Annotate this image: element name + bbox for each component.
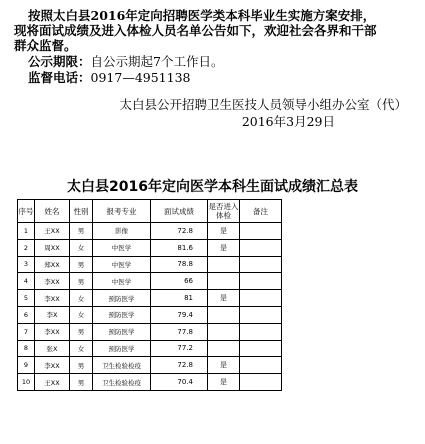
period-label: 公示期限： — [28, 54, 91, 69]
cell-name: 李XX — [35, 273, 70, 290]
cell-exam — [208, 306, 240, 323]
cell-note — [240, 273, 282, 290]
cell-major: 预防医学 — [93, 306, 151, 323]
cell-score: 72.8 — [151, 223, 208, 240]
cell-score: 66 — [151, 273, 208, 290]
cell-score: 70.4 — [151, 374, 208, 391]
cell-no: 3 — [18, 256, 35, 273]
cell-note — [240, 256, 282, 273]
cell-name: 李XX — [35, 357, 70, 374]
col-header-exam: 是否进入体检 — [208, 200, 240, 223]
cell-gender: 女 — [70, 239, 93, 256]
table-row — [18, 357, 282, 374]
cell-score: 77.2 — [151, 340, 208, 357]
cell-no: 2 — [18, 239, 35, 256]
col-header-no: 序号 — [18, 200, 35, 223]
cell-note — [240, 357, 282, 374]
cell-note — [240, 306, 282, 323]
phone-label: 监督电话： — [28, 70, 91, 85]
table-row — [18, 323, 282, 340]
cell-note — [240, 340, 282, 357]
table-row — [18, 340, 282, 357]
cell-major: 中医学 — [93, 256, 151, 273]
cell-major: 卫生检验检疫 — [93, 374, 151, 391]
table-row — [18, 306, 282, 323]
period-value: 自公示期起7个工作日。 — [90, 54, 224, 69]
score-table — [17, 199, 282, 391]
cell-exam — [208, 323, 240, 340]
cell-major: 预防医学 — [93, 290, 151, 307]
cell-note — [240, 374, 282, 391]
cell-gender: 男 — [70, 323, 93, 340]
cell-exam — [208, 340, 240, 357]
cell-exam: 是 — [208, 223, 240, 240]
cell-name: 李XX — [35, 323, 70, 340]
cell-gender: 男 — [70, 357, 93, 374]
cell-exam: 是 — [208, 239, 240, 256]
col-header-major: 报考专业 — [93, 200, 151, 223]
cell-gender: 男 — [70, 223, 93, 240]
cell-score: 72.8 — [151, 357, 208, 374]
col-header-name: 姓名 — [35, 200, 70, 223]
col-header-gender: 性别 — [70, 200, 93, 223]
cell-name: 王XX — [35, 223, 70, 240]
table-row — [18, 223, 282, 240]
cell-exam — [208, 256, 240, 273]
cell-note — [240, 290, 282, 307]
table-row — [18, 256, 282, 273]
table-row — [18, 273, 282, 290]
cell-exam: 是 — [208, 290, 240, 307]
cell-name: 张X — [35, 340, 70, 357]
notice-line-3: 群众监督。 — [14, 38, 77, 53]
cell-no: 8 — [18, 340, 35, 357]
cell-note — [240, 223, 282, 240]
supervision-phone — [28, 68, 191, 86]
col-header-score: 面试成绩 — [151, 200, 208, 223]
cell-no: 7 — [18, 323, 35, 340]
cell-name: 周XX — [35, 239, 70, 256]
cell-major: 预防医学 — [93, 340, 151, 357]
table-row — [18, 290, 282, 307]
cell-gender: 男 — [70, 273, 93, 290]
cell-note — [240, 239, 282, 256]
cell-no: 10 — [18, 374, 35, 391]
cell-major: 卫生检验检疫 — [93, 357, 151, 374]
notice-line-1: 按照太白县2016年定向招聘医学类本科毕业生实施方案安排， — [28, 8, 376, 23]
cell-gender: 女 — [70, 290, 93, 307]
cell-name: 李X — [35, 306, 70, 323]
cell-score: 77.8 — [151, 323, 208, 340]
cell-note — [240, 323, 282, 340]
cell-score: 81 — [151, 290, 208, 307]
cell-no: 6 — [18, 306, 35, 323]
cell-score: 78.8 — [151, 256, 208, 273]
cell-major: 中医学 — [93, 273, 151, 290]
signature-org: 太白县公开招聘卫生医技人员领导小组办公室（代） — [119, 97, 407, 112]
cell-major: 预防医学 — [93, 323, 151, 340]
cell-no: 5 — [18, 290, 35, 307]
cell-gender: 女 — [70, 340, 93, 357]
cell-name: 王XX — [35, 374, 70, 391]
signature-date: 2016年3月29日 — [241, 114, 335, 129]
col-header-note: 备注 — [240, 200, 282, 223]
table-row — [18, 374, 282, 391]
cell-name: 郑XX — [35, 256, 70, 273]
phone-value: 0917—4951138 — [90, 70, 191, 85]
cell-no: 4 — [18, 273, 35, 290]
cell-gender: 女 — [70, 306, 93, 323]
table-title: 太白县2016年定向医学本科生面试成绩汇总表 — [67, 179, 358, 195]
cell-score: 79.4 — [151, 306, 208, 323]
cell-exam: 是 — [208, 357, 240, 374]
cell-gender: 男 — [70, 256, 93, 273]
table-row — [18, 239, 282, 256]
cell-major: 影像 — [93, 223, 151, 240]
cell-no: 9 — [18, 357, 35, 374]
table-header-row — [18, 200, 282, 223]
cell-name: 李XX — [35, 290, 70, 307]
cell-score: 81.6 — [151, 239, 208, 256]
cell-no: 1 — [18, 223, 35, 240]
cell-exam: 是 — [208, 374, 240, 391]
cell-gender: 男 — [70, 374, 93, 391]
cell-exam — [208, 273, 240, 290]
cell-major: 中医学 — [93, 239, 151, 256]
notice-line-2: 现将面试成绩及进入体检人员名单公告如下，欢迎社会各界和干部 — [14, 23, 377, 38]
